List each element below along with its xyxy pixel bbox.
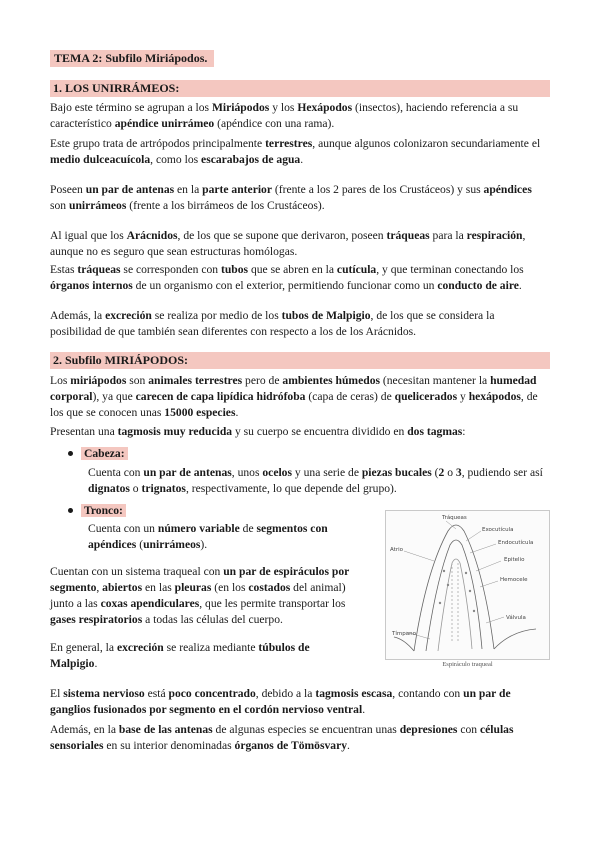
text-run: Presentan una bbox=[50, 425, 118, 438]
bold-term: excreción bbox=[116, 641, 164, 654]
text-run: y bbox=[457, 390, 469, 403]
bold-term: 15000 especies bbox=[164, 406, 236, 419]
text-run: : bbox=[462, 425, 466, 438]
text-run: . bbox=[347, 739, 350, 752]
bold-term: tagmosis muy reducida bbox=[117, 425, 233, 438]
text-run: Los bbox=[50, 374, 71, 387]
paragraph-sistema-nervioso bbox=[50, 686, 548, 718]
text-run: (insectos), haciendo referencia a su característico bbox=[50, 101, 519, 130]
text-run: y su cuerpo se encuentra dividido en bbox=[232, 425, 408, 438]
text-run: en las bbox=[142, 581, 175, 594]
bold-term: depresiones bbox=[399, 723, 458, 736]
section-heading-unirrameos: 1. LOS UNIRRÁMEOS: bbox=[50, 80, 550, 97]
bold-term: animales terrestres bbox=[148, 374, 243, 387]
paragraph-miriapodos-intro bbox=[50, 373, 548, 421]
bold-term: apéndices bbox=[483, 183, 532, 196]
bold-term: un par de espiráculos por segmento bbox=[50, 565, 350, 594]
text-run: de algunas especies se encuentran unas bbox=[212, 723, 400, 736]
bold-term: Arácnidos bbox=[126, 229, 178, 242]
figure-label: Hemocele bbox=[500, 577, 528, 583]
text-run: se realiza por medio de los bbox=[151, 309, 282, 322]
text-run: El bbox=[50, 687, 64, 700]
bold-term: túbulos de Malpigio bbox=[50, 641, 310, 670]
paragraph-organos-tomosvary bbox=[50, 722, 548, 754]
figure-label: Atrio bbox=[390, 547, 403, 553]
text-run: Poseen bbox=[50, 183, 86, 196]
bullet-tronco bbox=[68, 502, 126, 519]
paragraph-antenas bbox=[50, 182, 548, 214]
bold-term: pleuras bbox=[174, 581, 212, 594]
paragraph-traqueas bbox=[50, 228, 548, 260]
bold-term: abiertos bbox=[102, 581, 143, 594]
text-run: (necesitan mantener la bbox=[380, 374, 491, 387]
bullet-cabeza bbox=[68, 445, 128, 462]
figure-caption: Espiráculo traqueal bbox=[442, 661, 493, 668]
text-run: está bbox=[144, 687, 169, 700]
text-run: y los bbox=[269, 101, 298, 114]
bullet-label: Cabeza: bbox=[81, 447, 128, 460]
text-run: , aunque no es seguro que sean estructuras homólogas. bbox=[50, 229, 526, 258]
text-run: se realiza mediante bbox=[163, 641, 259, 654]
figure-label: Epitelio bbox=[504, 557, 525, 563]
text-run: (frente a los birrámeos de los Crustáceos). bbox=[126, 199, 325, 212]
text-run: , de los que se supone que derivaron, poseen bbox=[177, 229, 387, 242]
bold-term: un par de antenas bbox=[85, 183, 175, 196]
page-title: TEMA 2: Subfilo Miriápodos. bbox=[50, 50, 214, 67]
bold-term: terrestres bbox=[265, 137, 313, 150]
figure-label: Exocutícula bbox=[482, 527, 514, 533]
text-run: (frente a los 2 pares de los Crustáceos) y sus bbox=[272, 183, 484, 196]
bold-term: segmentos con apéndices bbox=[88, 522, 328, 551]
text-run: Bajo este término se agrupan a los bbox=[50, 101, 212, 114]
bold-term: humedad corporal bbox=[50, 374, 537, 403]
text-run: con bbox=[457, 723, 480, 736]
figure-label: Endocutícula bbox=[498, 540, 534, 546]
bold-term: coxas apendiculares bbox=[100, 597, 200, 610]
bold-term: piezas bucales bbox=[361, 466, 432, 479]
text-run: , de los que se considera la posibilidad de que también sean diferentes con respecto a los de los Arácnidos. bbox=[50, 309, 495, 338]
text-run: Además, la bbox=[50, 309, 106, 322]
text-run: a todas las células del cuerpo. bbox=[142, 613, 283, 626]
text-run: Además, en la bbox=[50, 723, 119, 736]
bold-term: ambientes húmedos bbox=[282, 374, 380, 387]
text-run: , y que terminan conectando los bbox=[376, 263, 524, 276]
bold-term: sistema nervioso bbox=[63, 687, 145, 700]
text-run: , pudiendo ser así bbox=[461, 466, 543, 479]
text-run: . bbox=[362, 703, 366, 716]
text-run: pero de bbox=[242, 374, 283, 387]
bold-term: cutícula bbox=[336, 263, 377, 276]
text-run: . bbox=[300, 153, 304, 166]
bold-term: excreción bbox=[105, 309, 152, 322]
text-run: y una serie de bbox=[292, 466, 362, 479]
bold-term: trignatos bbox=[141, 482, 186, 495]
paragraph-sistema-traqueal bbox=[50, 564, 370, 628]
text-run: , debido a la bbox=[255, 687, 316, 700]
bold-term: Hexápodos bbox=[297, 101, 353, 114]
bold-term: quelicerados bbox=[394, 390, 458, 403]
text-run: ( bbox=[431, 466, 439, 479]
text-run: . bbox=[235, 406, 239, 419]
bold-term: 3 bbox=[455, 466, 462, 479]
bold-term: un par de ganglios fusionados por segmento en el cordón nervioso ventral bbox=[50, 687, 511, 716]
text-run: o bbox=[129, 482, 142, 495]
bullet-label: Tronco: bbox=[81, 504, 126, 517]
text-run: Cuenta con un bbox=[88, 522, 158, 535]
bold-term: un par de antenas bbox=[143, 466, 232, 479]
bold-term: miriápodos bbox=[70, 374, 127, 387]
bold-term: 2 bbox=[438, 466, 445, 479]
text-run: , aunque algunos colonizaron secundariamente el bbox=[312, 137, 541, 150]
bold-term: apéndice unirrámeo bbox=[114, 117, 215, 130]
bold-term: órganos internos bbox=[50, 279, 133, 292]
bold-term: tubos bbox=[220, 263, 249, 276]
text-run: ). bbox=[200, 538, 208, 551]
bold-term: medio dulceacuícola bbox=[50, 153, 151, 166]
paragraph-excrecion bbox=[50, 308, 548, 340]
text-run: , unos bbox=[231, 466, 263, 479]
bold-term: poco concentrado bbox=[168, 687, 256, 700]
text-run: , como los bbox=[150, 153, 202, 166]
bold-term: tráqueas bbox=[77, 263, 121, 276]
spiracle-figure bbox=[385, 510, 550, 668]
bold-term: Miriápodos bbox=[211, 101, 270, 114]
text-run: Cuenta con bbox=[88, 466, 144, 479]
bold-term: dignatos bbox=[88, 482, 130, 495]
bold-term: conducto de aire bbox=[437, 279, 519, 292]
text-run: de bbox=[239, 522, 257, 535]
paragraph-grupo-terrestre bbox=[50, 136, 548, 168]
bullet-dot-icon bbox=[68, 451, 73, 456]
bold-term: tagmosis escasa bbox=[315, 687, 393, 700]
text-run: Cuentan con un sistema traqueal con bbox=[50, 565, 224, 578]
bold-term: número variable bbox=[157, 522, 240, 535]
figure-label: Válvula bbox=[506, 615, 526, 621]
text-run: . bbox=[94, 657, 98, 670]
text-run: o bbox=[444, 466, 456, 479]
text-run: Este grupo trata de artrópodos principalmente bbox=[50, 137, 266, 150]
bold-term: carecen de capa lipídica hidrófoba bbox=[135, 390, 306, 403]
text-run: . bbox=[518, 279, 522, 292]
bold-term: escarabajos de agua bbox=[201, 153, 301, 166]
text-run: Estas bbox=[50, 263, 78, 276]
text-run: en la bbox=[174, 183, 203, 196]
text-run: son bbox=[126, 374, 149, 387]
text-run: de un organismo con el exterior, permitiendo funcionar como un bbox=[132, 279, 438, 292]
bold-term: respiración bbox=[466, 229, 523, 242]
bold-term: órganos de Tömösvary bbox=[234, 739, 348, 752]
text-run: (apéndice con una rama). bbox=[214, 117, 335, 130]
section-heading-miriapodos: 2. Subfilo MIRIÁPODOS: bbox=[50, 352, 550, 369]
text-run: son bbox=[50, 199, 70, 212]
bold-term: tubos de Malpigio bbox=[281, 309, 371, 322]
spiracle-diagram bbox=[386, 511, 549, 659]
text-run: (en los bbox=[211, 581, 249, 594]
paragraph-tubulos-malpigio bbox=[50, 640, 350, 672]
text-run: para la bbox=[429, 229, 467, 242]
paragraph-unirrameos-intro bbox=[50, 100, 548, 132]
text-run: se corresponden con bbox=[120, 263, 221, 276]
text-run: , contando con bbox=[392, 687, 464, 700]
bold-term: unirrámeos bbox=[69, 199, 127, 212]
bullet-tronco-text bbox=[88, 521, 358, 553]
text-run: , bbox=[96, 581, 103, 594]
bold-term: gases respiratorios bbox=[50, 613, 143, 626]
bold-term: dos tagmas bbox=[407, 425, 463, 438]
bold-term: parte anterior bbox=[202, 183, 272, 196]
text-run: Al igual que los bbox=[50, 229, 127, 242]
paragraph-tubos bbox=[50, 262, 548, 294]
figure-label: Tráqueas bbox=[442, 515, 467, 521]
text-run: ), ya que bbox=[92, 390, 136, 403]
bold-term: hexápodos bbox=[468, 390, 521, 403]
text-run: , de los que se conocen unas bbox=[50, 390, 538, 419]
text-run: que se abren en la bbox=[248, 263, 337, 276]
text-run: en su interior denominadas bbox=[103, 739, 235, 752]
text-run: del animal) junto a las bbox=[50, 581, 346, 610]
bold-term: base de las antenas bbox=[118, 723, 213, 736]
text-run: , que les permite transportar los bbox=[199, 597, 346, 610]
bold-term: ocelos bbox=[262, 466, 292, 479]
figure-label: Tímpano bbox=[392, 631, 416, 637]
bold-term: costados bbox=[248, 581, 291, 594]
bold-term: células sensoriales bbox=[50, 723, 514, 752]
bold-term: unirrámeos bbox=[143, 538, 201, 551]
bold-term: tráqueas bbox=[386, 229, 430, 242]
text-run: (capa de ceras) de bbox=[305, 390, 395, 403]
bullet-cabeza-text bbox=[88, 465, 548, 497]
bullet-dot-icon bbox=[68, 508, 73, 513]
text-run: En general, la bbox=[50, 641, 117, 654]
text-run: ( bbox=[136, 538, 144, 551]
text-run: , respectivamente, lo que depende del grupo). bbox=[185, 482, 397, 495]
paragraph-tagmosis bbox=[50, 424, 548, 440]
